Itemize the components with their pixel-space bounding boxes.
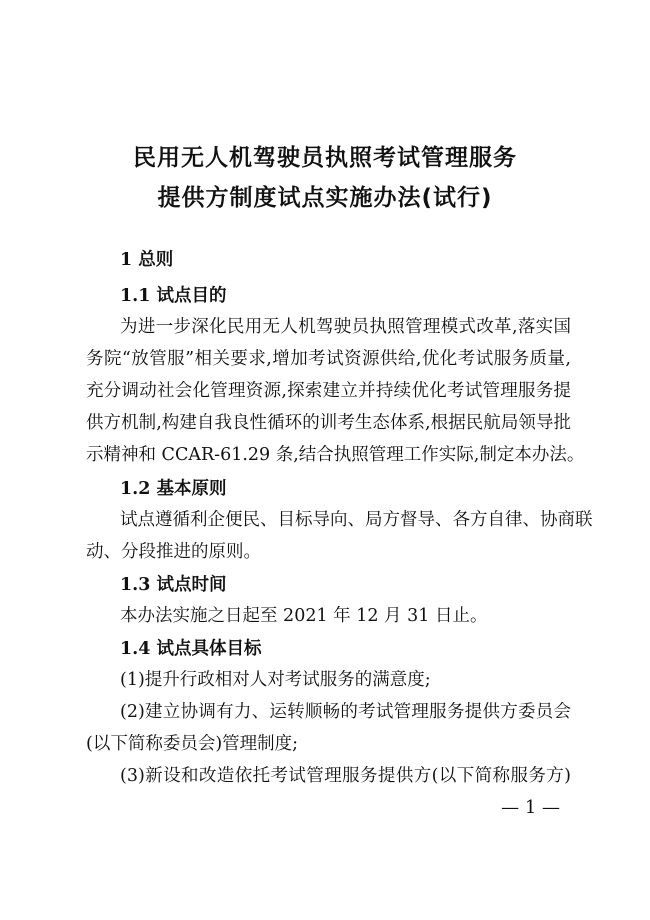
section-1-2-line-2: 动、分段推进的原则。: [86, 542, 261, 562]
section-1-3-text: 本办法实施之日起至 2021 年 12 月 31 日止。: [120, 606, 488, 626]
section-1-4-heading: 1.4 试点具体目标: [120, 639, 262, 659]
section-1-1-line-4: 供方机制,构建自我良性循环的训考生态体系,根据民航局领导批: [86, 413, 571, 433]
section-1-heading: 1 总则: [120, 250, 174, 270]
page-number: — 1 —: [501, 797, 560, 818]
section-1-4-item-2-line-2: (以下简称委员会)管理制度;: [86, 734, 299, 754]
document-title-line-1: 民用无人机驾驶员执照考试管理服务: [133, 145, 517, 171]
document-title-line-2: 提供方制度试点实施办法(试行): [157, 185, 493, 211]
section-1-1-line-1: 为进一步深化民用无人机驾驶员执照管理模式改革,落实国: [120, 317, 571, 337]
section-1-1-line-2: 务院“放管服”相关要求,增加考试资源供给,优化考试服务质量,: [86, 349, 571, 369]
section-1-4-item-2-line-1: (2)建立协调有力、运转顺畅的考试管理服务提供方委员会: [120, 702, 571, 722]
section-1-2-heading: 1.2 基本原则: [120, 479, 227, 499]
section-1-3-heading: 1.3 试点时间: [120, 575, 227, 595]
section-1-1-heading: 1.1 试点目的: [120, 286, 227, 306]
section-1-1-line-5: 示精神和 CCAR-61.29 条,结合执照管理工作实际,制定本办法。: [86, 445, 585, 465]
section-1-4-item-1: (1)提升行政相对人对考试服务的满意度;: [120, 670, 431, 690]
section-1-2-line-1: 试点遵循利企便民、目标导向、局方督导、各方自律、协商联: [120, 510, 593, 530]
section-1-4-item-3: (3)新设和改造依托考试管理服务提供方(以下简称服务方): [120, 766, 571, 786]
section-1-1-line-3: 充分调动社会化管理资源,探索建立并持续优化考试管理服务提: [86, 381, 571, 401]
